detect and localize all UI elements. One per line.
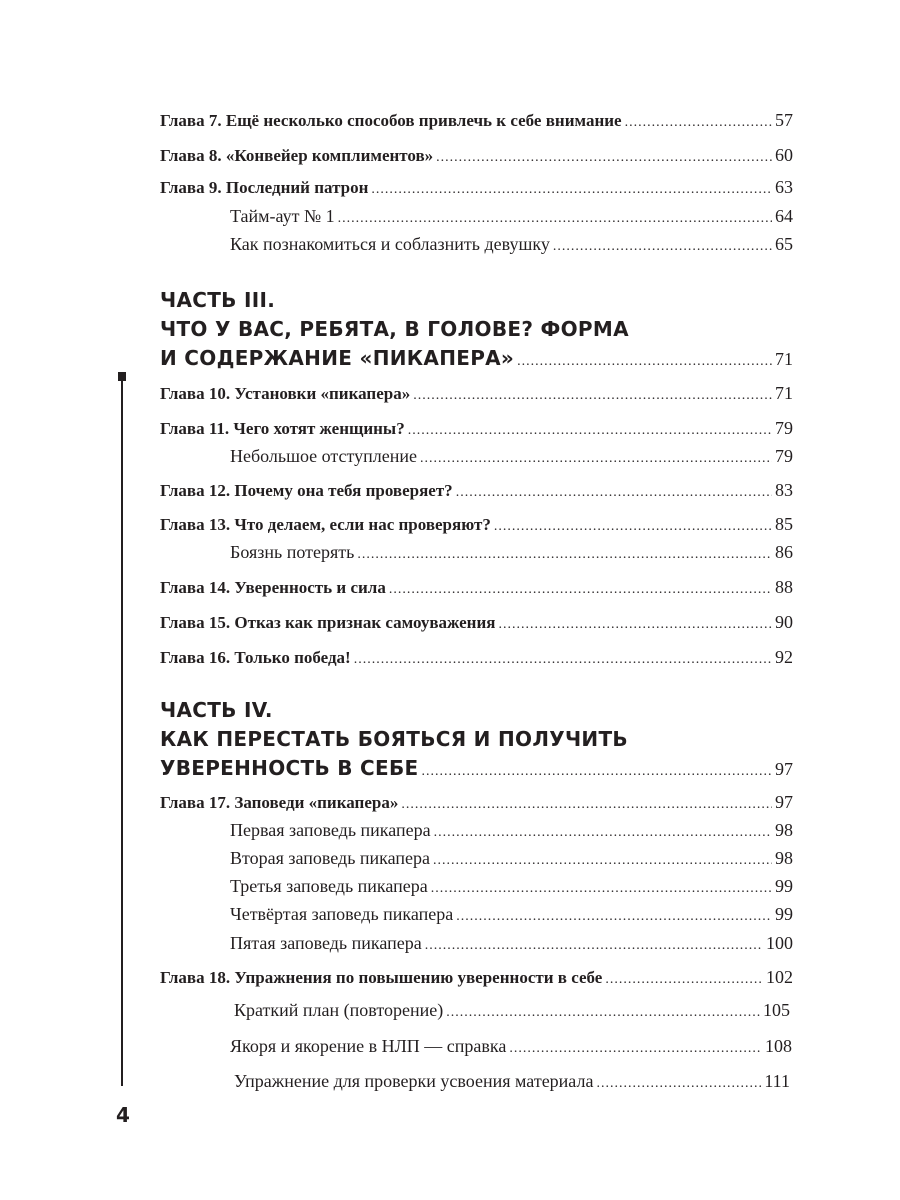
dot-leader	[431, 877, 772, 901]
dot-leader	[371, 178, 772, 202]
toc-entry-chapter-16	[160, 645, 793, 672]
toc-entry-page: 98	[775, 848, 793, 868]
toc-entry-chapter-18	[160, 965, 793, 992]
toc-subentry-how-to-meet	[230, 232, 793, 259]
dot-leader	[420, 447, 772, 471]
dot-leader	[338, 207, 772, 231]
margin-rule	[121, 380, 123, 1086]
toc-entry-page: 88	[775, 577, 793, 597]
toc-entry-page: 90	[775, 612, 793, 632]
toc-entry-page: 71	[775, 349, 793, 369]
dot-leader	[517, 350, 772, 374]
dot-leader	[357, 543, 772, 567]
part-4-label: ЧАСТЬ IV.	[160, 698, 273, 722]
toc-entry-title: Глава 15. Отказ как признак самоуважения	[160, 613, 496, 632]
dot-leader	[354, 648, 772, 672]
toc-entry-chapter-17	[160, 790, 793, 817]
toc-entry-title: Боязнь потерять	[230, 542, 355, 562]
toc-entry-page: 79	[775, 446, 793, 466]
toc-subentry-fifth-commandment	[230, 931, 793, 958]
toc-subentry-brief-plan	[234, 998, 790, 1025]
toc-subentry-review-exercise	[234, 1069, 790, 1096]
toc-subentry-fourth-commandment	[230, 902, 793, 929]
dot-leader	[413, 384, 772, 408]
toc-entry-page: 97	[775, 759, 793, 779]
dot-leader	[433, 849, 772, 873]
toc-entry-page: 99	[775, 876, 793, 896]
toc-subentry-third-commandment	[230, 874, 793, 901]
toc-entry-title: Пятая заповедь пикапера	[230, 933, 422, 953]
toc-entry-page: 108	[765, 1036, 792, 1056]
toc-subentry-digression	[230, 444, 793, 471]
toc-entry-title: Глава 11. Чего хотят женщины?	[160, 419, 405, 438]
toc-entry-title: Третья заповедь пикапера	[230, 876, 428, 896]
toc-entry-chapter-11	[160, 416, 793, 443]
toc-entry-title: Глава 12. Почему она тебя проверяет?	[160, 481, 453, 500]
toc-entry-title: Глава 8. «Конвейер комплиментов»	[160, 146, 434, 165]
dot-leader	[596, 1072, 761, 1096]
toc-entry-title: Глава 13. Что делаем, если нас проверяют?	[160, 515, 491, 534]
toc-entry-page: 65	[775, 234, 793, 254]
toc-entry-title: Глава 16. Только победа!	[160, 648, 351, 667]
toc-entry-title: Глава 7. Ещё несколько способов привлечь к себе внимание	[160, 111, 622, 130]
toc-entry-title: Глава 10. Установки «пикапера»	[160, 384, 411, 403]
toc-entry-title: Глава 18. Упражнения по повышению уверенности в себе	[160, 968, 603, 987]
toc-subentry-fear-of-loss	[230, 540, 793, 567]
toc-entry-page: 64	[775, 206, 793, 226]
toc-entry-title: Четвёртая заповедь пикапера	[230, 904, 454, 924]
dot-leader	[425, 934, 763, 958]
dot-leader	[422, 760, 772, 784]
toc-entry-page: 83	[775, 480, 793, 500]
toc-entry-chapter-12	[160, 478, 793, 505]
toc-entry-chapter-14	[160, 575, 793, 602]
toc-entry-title: Глава 17. Заповеди «пикапера»	[160, 793, 399, 812]
toc-entry-chapter-7	[160, 108, 793, 135]
dot-leader	[408, 419, 772, 443]
toc-entry-page: 92	[775, 647, 793, 667]
page-number: 4	[116, 1103, 130, 1127]
toc-subentry-timeout-1	[230, 204, 793, 231]
toc-entry-title: Краткий план (повторение)	[234, 1000, 444, 1020]
dot-leader	[498, 613, 772, 637]
part-3-label: ЧАСТЬ III.	[160, 288, 276, 312]
part-3-title-line: И СОДЕРЖАНИЕ «ПИКАПЕРА»	[160, 346, 515, 370]
toc-entry-chapter-15	[160, 610, 793, 637]
toc-entry-title: Первая заповедь пикапера	[230, 820, 431, 840]
dot-leader	[509, 1037, 762, 1061]
toc-entry-page: 111	[764, 1071, 790, 1091]
toc-entry-title: Упражнение для проверки усвоения материала	[234, 1071, 594, 1091]
dot-leader	[389, 578, 772, 602]
dot-leader	[553, 235, 772, 259]
part-4-title-line: КАК ПЕРЕСТАТЬ БОЯТЬСЯ И ПОЛУЧИТЬ	[160, 727, 628, 751]
dot-leader	[446, 1001, 760, 1025]
dot-leader	[494, 515, 772, 539]
toc-subentry-first-commandment	[230, 818, 793, 845]
dot-leader	[625, 111, 772, 135]
toc-subentry-second-commandment	[230, 846, 793, 873]
toc-entry-page: 71	[775, 383, 793, 403]
toc-entry-page: 97	[775, 792, 793, 812]
toc-entry-page: 102	[766, 967, 793, 987]
toc-entry-page: 63	[775, 177, 793, 197]
toc-entry-page: 105	[763, 1000, 790, 1020]
toc-entry-page: 79	[775, 418, 793, 438]
toc-entry-title: Тайм-аут № 1	[230, 206, 335, 226]
dot-leader	[401, 793, 772, 817]
toc-entry-title: Якоря и якорение в НЛП — справка	[230, 1036, 507, 1056]
toc-entry-title: Как познакомиться и соблазнить девушку	[230, 234, 550, 254]
dot-leader	[456, 481, 772, 505]
part-3-title-line: ЧТО У ВАС, РЕБЯТА, В ГОЛОВЕ? ФОРМА	[160, 317, 629, 341]
toc-entry-page: 60	[775, 145, 793, 165]
dot-leader	[605, 968, 763, 992]
toc-entry-page: 98	[775, 820, 793, 840]
toc-entry-part-3	[160, 346, 793, 374]
toc-entry-chapter-10	[160, 381, 793, 408]
dot-leader	[456, 905, 772, 929]
toc-entry-page: 85	[775, 514, 793, 534]
toc-entry-chapter-8	[160, 143, 793, 170]
dot-leader	[436, 146, 772, 170]
toc-entry-title: Глава 9. Последний патрон	[160, 178, 369, 197]
part-4-title-line: УВЕРЕННОСТЬ В СЕБЕ	[160, 756, 419, 780]
toc-entry-page: 100	[766, 933, 793, 953]
toc-entry-chapter-13	[160, 512, 793, 539]
toc-entry-chapter-9	[160, 175, 793, 202]
toc-entry-title: Глава 14. Уверенность и сила	[160, 578, 386, 597]
toc-entry-page: 86	[775, 542, 793, 562]
toc-entry-part-4	[160, 756, 793, 784]
toc-entry-title: Вторая заповедь пикапера	[230, 848, 431, 868]
dot-leader	[434, 821, 772, 845]
toc-entry-page: 99	[775, 904, 793, 924]
toc-entry-title: Небольшое отступление	[230, 446, 417, 466]
toc-entry-page: 57	[775, 110, 793, 130]
toc-subentry-nlp-anchors	[230, 1034, 792, 1061]
